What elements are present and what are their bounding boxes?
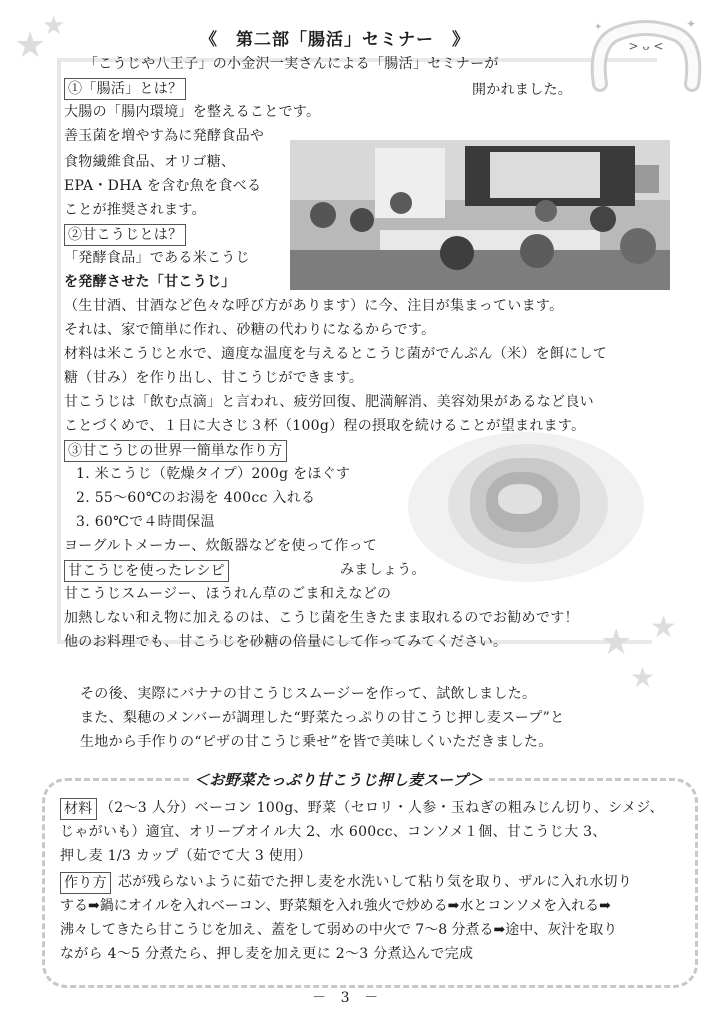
section-heading: ③甘こうじの世界一簡単な作り方 [64, 440, 287, 462]
step-item: 2. 55～60℃のお湯を 400cc 入れる [76, 490, 316, 506]
star-decoration: ★ [600, 622, 633, 663]
closing-text: 生地から手作りの“ピザの甘こうじ乗せ”を皆で美味しくいただきました。 [80, 734, 553, 750]
body-text: 甘こうじスムージー、ほうれん草のごま和えなどの [64, 586, 392, 602]
method-label: 作り方 [60, 872, 111, 894]
body-text: みましょう。 [340, 562, 426, 578]
materials-label: 材料 [60, 798, 97, 820]
section-heading: 甘こうじを使ったレシピ [64, 560, 229, 582]
method-text: する➡鍋にオイルを入れベーコン、野菜類を入れ強火で炒める➡水とコンソメを入れる➡ [60, 898, 611, 914]
step-item: 1. 米こうじ（乾燥タイプ）200g をほぐす [76, 466, 351, 482]
closing-text: また、梨穂のメンバーが調理した“野菜たっぷりの甘こうじ押し麦スープ”と [80, 710, 565, 726]
recipe-title: ＜お野菜たっぷり甘こうじ押し麦スープ＞ [190, 770, 487, 790]
star-decoration: ★ [650, 610, 677, 645]
body-text: 材料は米こうじと水で、適度な温度を与えるとこうじ菌がでんぷん（米）を餌にして [64, 346, 608, 362]
intro-line: 「こうじや八王子」の小金沢一実さんによる「腸活」セミナーが [84, 56, 499, 72]
body-text: 大腸の「腸内環境」を整えることです。 [64, 104, 321, 120]
seminar-photo [290, 140, 670, 290]
body-text: 食物繊維食品、オリゴ糖、 [64, 154, 236, 170]
method-text: 沸々してきたら甘こうじを加え、蓋をして弱めの中火で 7～8 分煮る➡途中、灰汁を取り [60, 922, 618, 938]
body-text: （生甘酒、甘酒など色々な呼び方があります）に今、注目が集まっています。 [64, 298, 564, 314]
intestine-mascot-icon [586, 14, 706, 110]
frame-left [57, 58, 61, 643]
svg-text:✦: ✦ [594, 22, 603, 33]
materials-text: （2～3 人分）ベーコン 100g、野菜（セロリ・人参・玉ねぎの粗みじん切り、シメジ、 [100, 800, 664, 816]
intro-line: 開かれました。 [472, 82, 573, 98]
materials-text: じゃがいも）適宜、オリーブオイル大 2、水 600cc、コンソメ１個、甘こうじ大 3、 [60, 824, 607, 840]
section-heading: ②甘こうじとは？ [64, 224, 186, 246]
section-heading: ①「腸活」とは？ [64, 78, 186, 100]
body-text: ヨーグルトメーカー、炊飯器などを使って作って [64, 538, 378, 554]
body-text: を発酵させた「甘こうじ」 [64, 274, 236, 290]
svg-text:> ᴗ <: > ᴗ < [628, 39, 664, 53]
body-text: それは、家で簡単に作れ、砂糖の代わりになるからです。 [64, 322, 436, 338]
page-title: 《 第二部「腸活」セミナー 》 [200, 30, 470, 50]
body-text: 「発酵食品」である米こうじ [64, 250, 250, 266]
body-text: ことづくめで、１日に大さじ３杯（100g）程の摂取を続けることが望まれます。 [64, 418, 586, 434]
body-text: 糖（甘み）を作り出し、甘こうじができます。 [64, 370, 364, 386]
closing-text: その後、実際にバナナの甘こうじスムージーを作って、試飲しました。 [80, 686, 537, 702]
svg-text:✦: ✦ [686, 17, 697, 31]
star-decoration: ★ [42, 11, 66, 41]
star-decoration: ★ [630, 661, 656, 694]
body-text: EPA・DHA を含む魚を食べる [64, 178, 262, 194]
body-text: 加熱しない和え物に加えるのは、こうじ菌を生きたまま取れるのでお勧めです！ [64, 610, 579, 626]
page-number: － 3 － [312, 990, 379, 1006]
star-decoration: ★ [14, 25, 47, 66]
method-text: 芯が残らないように茹でた押し麦を水洗いして粘り気を取り、ザルに入れ水切り [118, 874, 633, 890]
materials-text: 押し麦 1/3 カップ（茹でて大 3 使用） [60, 848, 312, 864]
amakoji-photo [408, 432, 644, 582]
body-text: ことが推奨されます。 [64, 202, 206, 218]
method-text: ながら 4～5 分煮たら、押し麦を加え更に 2～3 分煮込んで完成 [60, 946, 474, 962]
step-item: 3. 60℃で４時間保温 [76, 514, 215, 530]
body-text: 甘こうじは「飲む点滴」と言われ、疲労回復、肥満解消、美容効果があるなど良い [64, 394, 594, 410]
body-text: 他のお料理でも、甘こうじを砂糖の倍量にして作ってみてください。 [64, 634, 508, 650]
body-text: 善玉菌を増やす為に発酵食品や [64, 128, 265, 144]
